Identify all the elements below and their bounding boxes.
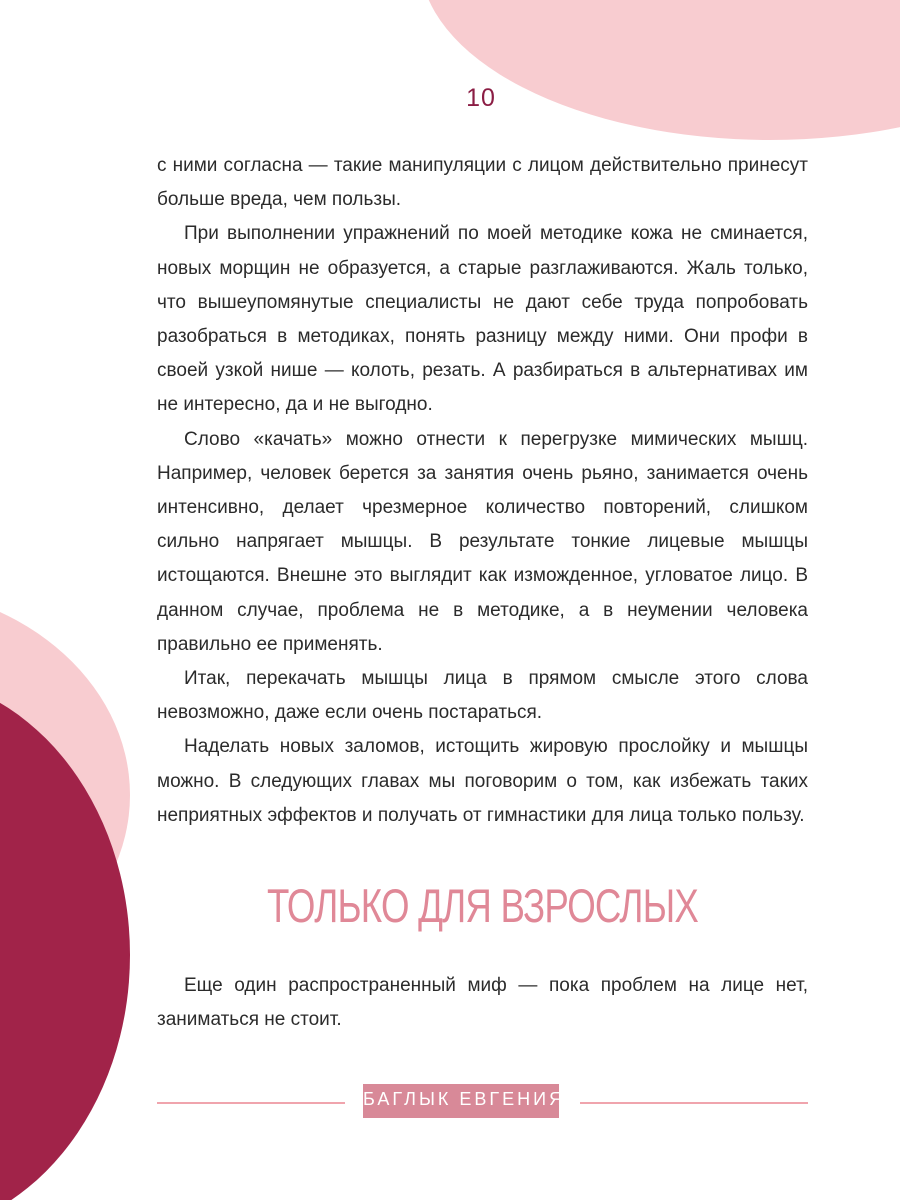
page-footer <box>157 1084 808 1118</box>
paragraph-5: Наделать новых заломов, истощить жировую прослойку и мышцы можно. В следующих главах мы поговорим о том, как избежать таких неприятных эффектов и получать от гимнастики для лица только пользу. <box>157 736 808 826</box>
section-text <box>157 969 808 1037</box>
paragraph-3: Слово «качать» можно отнести к перегрузке мимических мышц. Например, человек берется за занятия очень рьяно, занимается очень интенсивно, делает чрезмерное количество повторений, слишком сильно напрягает мышцы. В результате тонкие лицевые мышцы истощаются. Внешне это выглядит как изможденное, угловатое лицо. В данном случае, проблема не в методике, а в неумении человека правильно ее применять. <box>157 428 808 655</box>
decorative-shape-top-right <box>420 0 900 140</box>
footer-divider-left <box>157 1102 345 1104</box>
page-number: 10 <box>466 84 496 112</box>
paragraph-4: Итак, перекачать мышцы лица в прямом смысле этого слова невозможно, даже если очень постараться. <box>157 668 808 724</box>
section-heading: ТОЛЬКО ДЛЯ ВЗРОСЛЫХ <box>266 879 699 932</box>
footer-divider-right <box>580 1102 808 1104</box>
main-text <box>157 149 808 833</box>
footer-author-label: БАГЛЫК ЕВГЕНИЯ <box>363 1084 559 1118</box>
paragraph-6: Еще один распространенный миф — пока проблем на лице нет, заниматься не стоит. <box>157 975 808 1031</box>
paragraph-1: с ними согласна — такие манипуляции с лицом действительно принесут больше вреда, чем пользы. <box>157 155 808 211</box>
paragraph-2: При выполнении упражнений по моей методике кожа не сминается, новых морщин не образуется, а старые разглаживаются. Жаль только, что вышеупомянутые специалисты не дают себе труда попробовать разобраться в методиках, понять разницу между ними. Они профи в своей узкой нише — колоть, резать. А разбираться в альтернативах им не интересно, да и не выгодно. <box>157 223 808 416</box>
